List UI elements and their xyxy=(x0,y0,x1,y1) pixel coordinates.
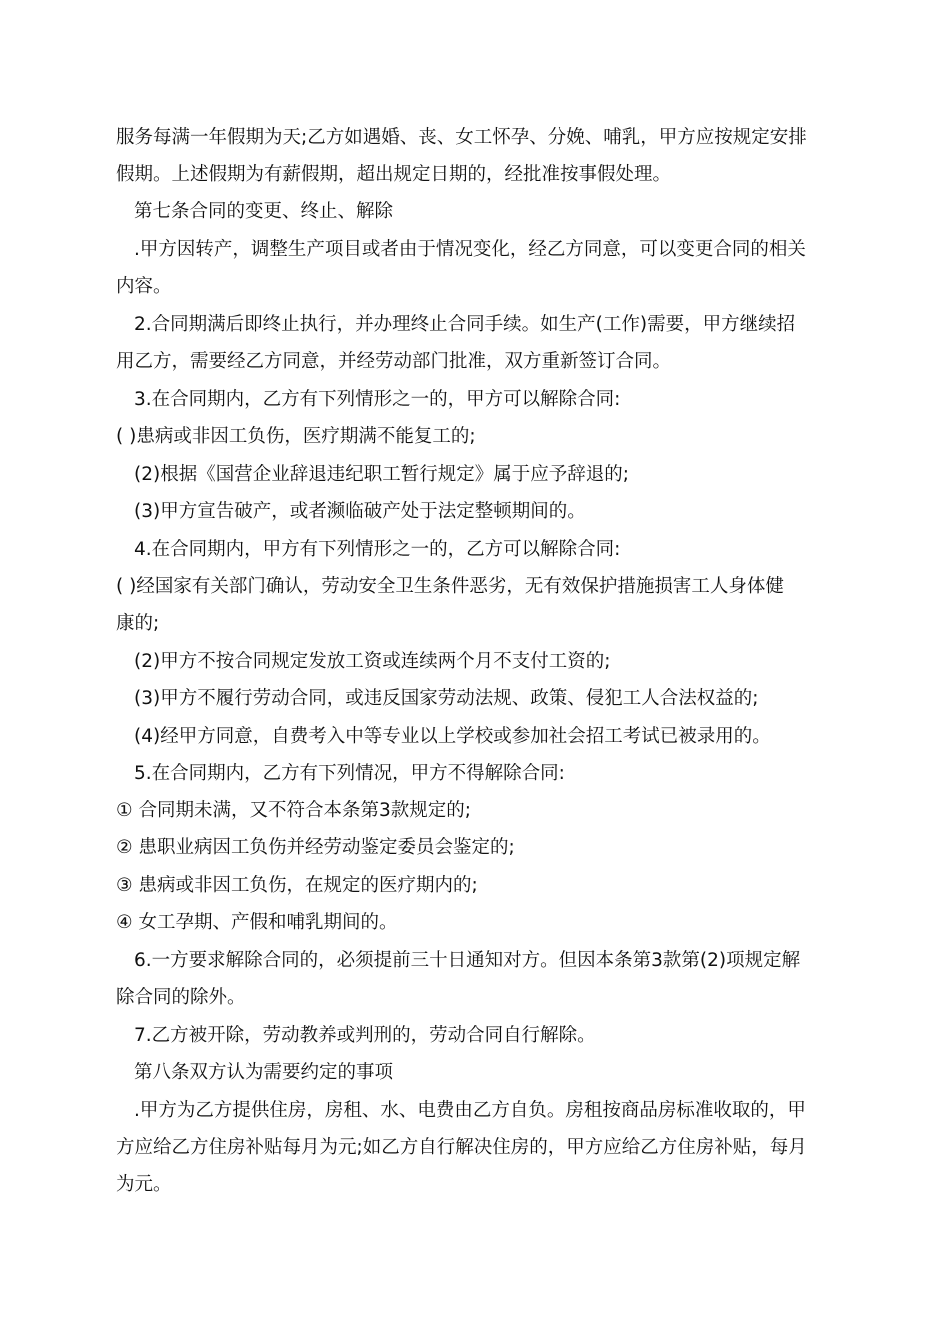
text-line: 除合同的除外。 xyxy=(116,987,246,1008)
text-line: ② 患职业病因工负伤并经劳动鉴定委员会鉴定的; xyxy=(116,837,515,858)
text-line: (3)甲方宣告破产，或者濒临破产处于法定整顿期间的。 xyxy=(134,501,586,522)
text-line: 假期。上述假期为有薪假期，超出规定日期的，经批准按事假处理。 xyxy=(116,164,672,185)
text-line: 内容。 xyxy=(116,276,172,297)
text-line: (2)根据《国营企业辞退违纪职工暂行规定》属于应予辞退的; xyxy=(134,464,629,485)
text-line: 5.在合同期内，乙方有下列情况，甲方不得解除合同: xyxy=(134,763,565,784)
text-line: ① 合同期未满，又不符合本条第3款规定的; xyxy=(116,800,471,821)
text-line: 方应给乙方住房补贴每月为元;如乙方自行解决住房的，甲方应给乙方住房补贴，每月 xyxy=(116,1137,807,1158)
text-line: 为元。 xyxy=(116,1174,172,1195)
text-line: 用乙方，需要经乙方同意，并经劳动部门批准，双方重新签订合同。 xyxy=(116,351,672,372)
text-line: 4.在合同期内，甲方有下列情形之一的，乙方可以解除合同: xyxy=(134,539,621,560)
text-line: 3.在合同期内，乙方有下列情形之一的，甲方可以解除合同: xyxy=(134,389,621,410)
text-line: ( )患病或非因工负伤，医疗期满不能复工的; xyxy=(116,426,476,447)
text-line: ③ 患病或非因工负伤，在规定的医疗期内的; xyxy=(116,875,478,896)
section-heading: 第七条合同的变更、终止、解除 xyxy=(134,201,394,222)
section-heading: 第八条双方认为需要约定的事项 xyxy=(134,1062,394,1083)
text-line: ( )经国家有关部门确认，劳动安全卫生条件恶劣，无有效保护措施损害工人身体健 xyxy=(116,576,784,597)
text-line: 6.一方要求解除合同的，必须提前三十日通知对方。但因本条第3款第(2)项规定解 xyxy=(134,950,801,971)
text-line: (2)甲方不按合同规定发放工资或连续两个月不支付工资的; xyxy=(134,651,611,672)
text-line: 7.乙方被开除，劳动教养或判刑的，劳动合同自行解除。 xyxy=(134,1025,596,1046)
text-line: 2.合同期满后即终止执行，并办理终止合同手续。如生产(工作)需要，甲方继续招 xyxy=(134,314,796,335)
text-line: 康的; xyxy=(116,613,160,634)
text-line: 服务每满一年假期为天;乙方如遇婚、丧、女工怀孕、分娩、哺乳，甲方应按规定安排 xyxy=(116,127,807,148)
text-line: .甲方为乙方提供住房，房租、水、电费由乙方自负。房租按商品房标准收取的，甲 xyxy=(134,1100,806,1121)
text-line: (4)经甲方同意，自费考入中等专业以上学校或参加社会招工考试已被录用的。 xyxy=(134,726,771,747)
text-line: .甲方因转产，调整生产项目或者由于情况变化，经乙方同意，可以变更合同的相关 xyxy=(134,239,806,260)
text-line: ④ 女工孕期、产假和哺乳期间的。 xyxy=(116,912,398,933)
text-line: (3)甲方不履行劳动合同，或违反国家劳动法规、政策、侵犯工人合法权益的; xyxy=(134,688,759,709)
